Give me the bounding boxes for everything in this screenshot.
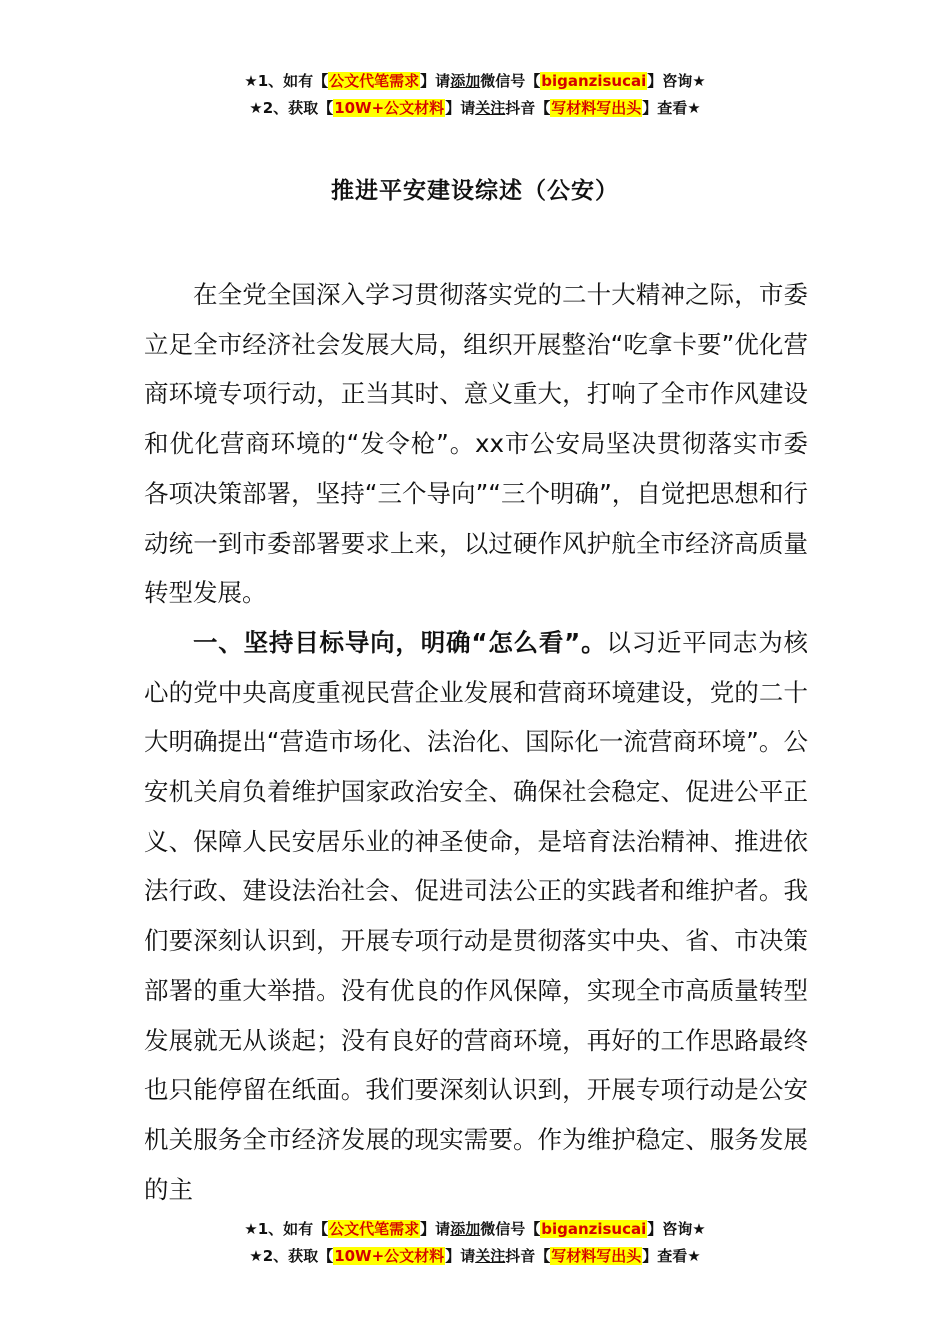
highlight-douyin-account: 写材料写出头 <box>551 1247 642 1265</box>
underlined-follow: 关注 <box>475 99 506 117</box>
promo-line-1: ★1、如有【公文代笔需求】请添加微信号【biganzisucai】咨询★ <box>244 1220 706 1238</box>
highlight-douyin-account: 写材料写出头 <box>551 99 642 117</box>
highlight-wechat-id: biganzisucai <box>541 72 647 90</box>
promo-line-1: ★1、如有【公文代笔需求】请添加微信号【biganzisucai】咨询★ <box>244 72 706 90</box>
paragraph-section-one <box>144 618 808 1214</box>
footer-promo-banner <box>0 1216 950 1270</box>
promo-line-2: ★2、获取【10W+公文材料】请关注抖音【写材料写出头】查看★ <box>249 1247 701 1265</box>
highlight-wechat-id: biganzisucai <box>541 1220 647 1238</box>
document-body <box>144 270 808 1214</box>
promo-line-2: ★2、获取【10W+公文材料】请关注抖音【写材料写出头】查看★ <box>249 99 701 117</box>
underlined-add: 添加 <box>450 1220 481 1238</box>
header-promo-banner <box>0 68 950 122</box>
highlight-writing-service: 公文代笔需求 <box>329 72 420 90</box>
highlight-writing-service: 公文代笔需求 <box>329 1220 420 1238</box>
highlight-materials: 10W+公文材料 <box>334 1247 445 1265</box>
underlined-add: 添加 <box>450 72 481 90</box>
highlight-materials: 10W+公文材料 <box>334 99 445 117</box>
underlined-follow: 关注 <box>475 1247 506 1265</box>
document-title: 推进平安建设综述（公安） <box>331 178 619 204</box>
paragraph-intro: 在全党全国深入学习贯彻落实党的二十大精神之际，市委立足全市经济社会发展大局，组织开展整治“吃拿卡要”优化营商环境专项行动，正当其时、意义重大，打响了全市作风建设和优化营商环境的“发令枪”。xx市公安局坚决贯彻落实市委各项决策部署，坚持“三个导向”“三个明确”，自觉把思想和行动统一到市委部署要求上来，以过硬作风护航全市经济高质量转型发展。 <box>144 280 808 608</box>
section-body: 以习近平同志为核心的党中央高度重视民营企业发展和营商环境建设，党的二十大明确提出“营造市场化、法治化、国际化一流营商环境”。公安机关肩负着维护国家政治安全、确保社会稳定、促进公平正义、保障人民安居乐业的神圣使命，是培育法治精神、推进依法行政、建设法治社会、促进司法公正的实践者和维护者。我们要深刻认识到，开展专项行动是贯彻落实中央、省、市决策部署的重大举措。没有优良的作风保障，实现全市高质量转型发展就无从谈起；没有良好的营商环境，再好的工作思路最终也只能停留在纸面。我们要深刻认识到，开展专项行动是公安机关服务全市经济发展的现实需要。作为维护稳定、服务发展的主 <box>144 627 809 1204</box>
section-heading: 一、坚持目标导向，明确“怎么看”。 <box>193 627 607 657</box>
